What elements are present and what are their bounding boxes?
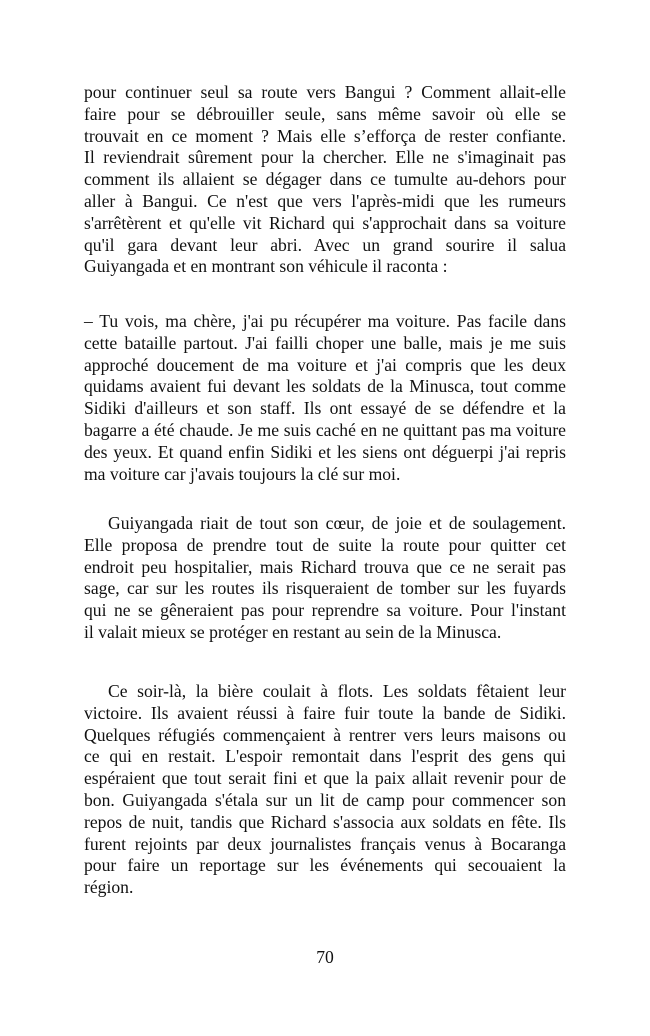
- text-line: pour continuer seul sa route vers Bangui ? Comment allait-elle: [84, 82, 566, 102]
- text-line: pour faire un reportage sur les événements qui secouaient la: [84, 855, 566, 876]
- text-line: – Tu vois, ma chère, j'ai pu récupérer ma voiture. Pas facile dans: [84, 311, 566, 331]
- text-line: bon. Guiyangada s'étala sur un lit de camp pour commencer son: [84, 789, 566, 810]
- text-line: Sidiki d'ailleurs et son staff. Ils ont essayé de se défendre et la: [84, 398, 566, 419]
- text-line: endroit peu hospitalier, mais Richard trouva que ce ne serait pas: [84, 556, 566, 577]
- text-line: Guiyangada riait de tout son cœur, de joie et de soulagement.: [108, 513, 566, 533]
- text-line: s'arrêtèrent et qu'elle vit Richard qui s'approchait dans sa voiture: [84, 212, 566, 233]
- paragraph-2-dialogue: [84, 311, 566, 485]
- text-line: cette bataille partout. J'ai failli choper une balle, mais je me suis: [84, 332, 566, 353]
- text-line: approché doucement de ma voiture et j'ai compris que les deux: [84, 354, 566, 375]
- text-line: aller à Bangui. Ce n'est que vers l'après-midi que les rumeurs: [84, 190, 566, 211]
- paragraph-1: [84, 82, 566, 278]
- text-line: Il reviendrait sûrement pour la chercher. Elle ne s'imaginait pas: [84, 147, 566, 168]
- text-line: victoire. Ils avaient réussi à faire fuir toute la bande de Sidiki.: [84, 702, 566, 723]
- text-line: Guiyangada et en montrant son véhicule il raconta :: [84, 256, 448, 277]
- text-line: sage, car sur les routes ils risqueraient de tomber sur les fuyards: [84, 578, 566, 599]
- text-line: faire pour se débrouiller seule, sans même savoir où elle se: [84, 103, 566, 124]
- text-line: trouvait en ce moment ? Mais elle s’efforça de rester confiante.: [84, 125, 566, 146]
- text-line: il valait mieux se protéger en restant au sein de la Minusca.: [84, 621, 502, 642]
- text-line: région.: [84, 877, 134, 898]
- text-line: ce qui en restait. L'espoir remontait dans l'esprit des gens qui: [84, 746, 566, 767]
- text-line: comment ils allaient se dégager dans ce tumulte au-dehors pour: [84, 169, 566, 190]
- text-line: repos de nuit, tandis que Richard s'associa aux soldats en fête. Ils: [84, 811, 566, 832]
- text-line: espéraient que tout serait fini et que la paix allait revenir pour de: [84, 768, 566, 789]
- text-line: qu'il gara devant leur abri. Avec un grand sourire il salua: [84, 234, 566, 255]
- text-line: Ce soir-là, la bière coulait à flots. Les soldats fêtaient leur: [108, 681, 566, 701]
- paragraph-3: [84, 513, 566, 644]
- text-line: furent rejoints par deux journalistes français venus à Bocaranga: [84, 833, 566, 854]
- text-line: Quelques réfugiés commençaient à rentrer vers leurs maisons ou: [84, 724, 566, 745]
- text-line: quidams avaient fui devant les soldats de la Minusca, tout comme: [84, 376, 566, 397]
- text-line: qui ne se gêneraient pas pour reprendre sa voiture. Pour l'instant: [84, 600, 566, 621]
- paragraph-4: [84, 681, 566, 899]
- text-line: ma voiture car j'avais toujours la clé sur moi.: [84, 463, 401, 484]
- text-line: Elle proposa de prendre tout de suite la route pour quitter cet: [84, 534, 566, 555]
- text-line: bagarre a été chaude. Je me suis caché en ne quittant pas ma voiture: [84, 419, 566, 440]
- text-line: des yeux. Et quand enfin Sidiki et les siens ont déguerpi j'ai repris: [84, 441, 566, 462]
- page-number: 70: [316, 947, 334, 967]
